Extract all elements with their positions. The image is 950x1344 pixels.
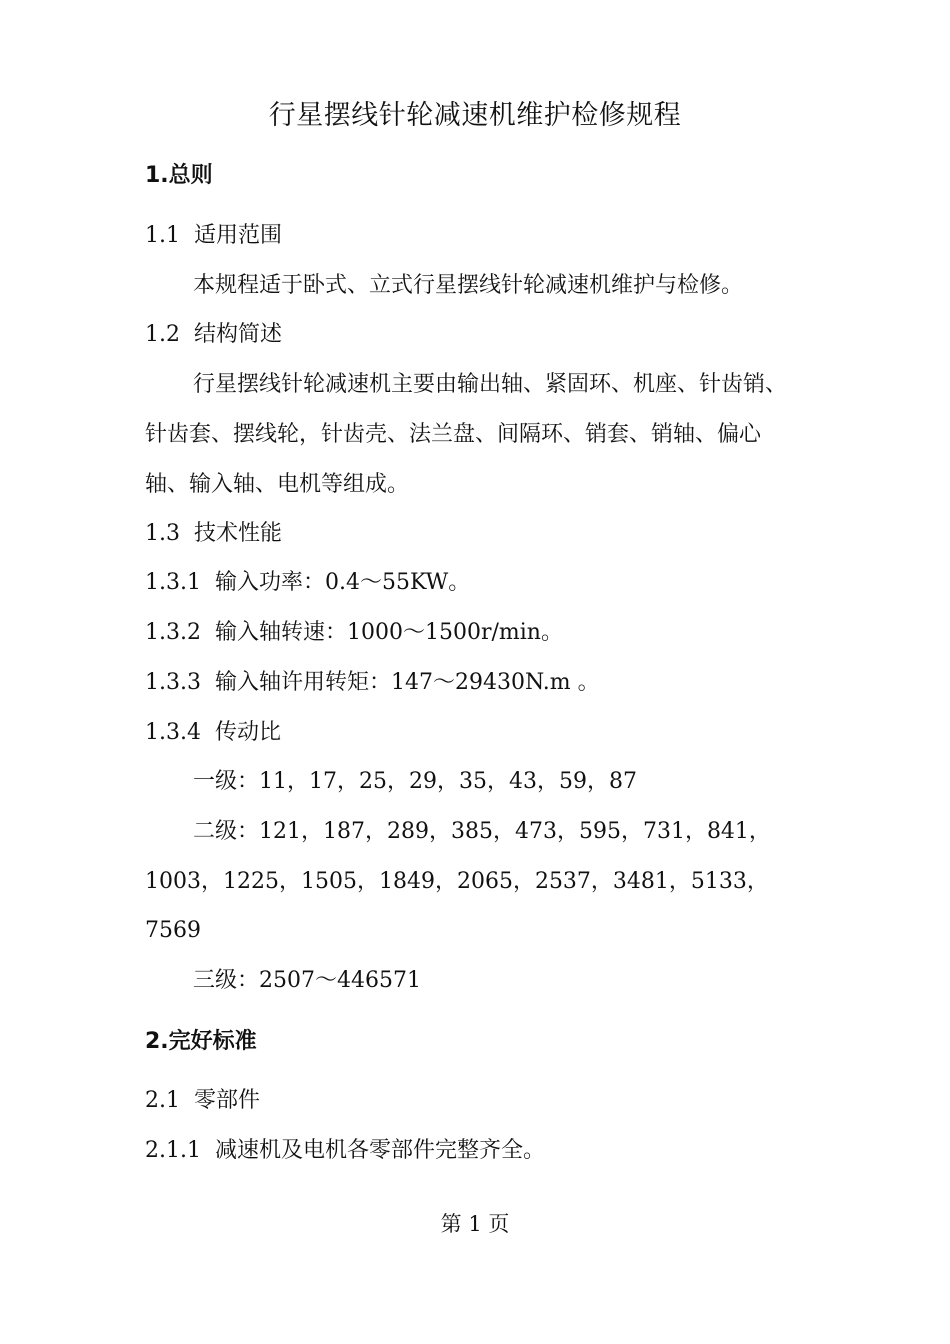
section-title: 适用范围 xyxy=(194,223,283,248)
section-2-1 xyxy=(145,1085,260,1117)
section-text: 输入功率：0.4～55KW。 xyxy=(214,570,471,595)
section-title: 零部件 xyxy=(194,1088,261,1113)
section-title: 结构简述 xyxy=(194,322,283,347)
section-1-1 xyxy=(145,220,282,252)
section-1-3-3 xyxy=(145,667,600,699)
ratio-level-2-line-3: 7569 xyxy=(145,918,201,943)
section-text: 输入轴转速：1000～1500r/min。 xyxy=(214,620,563,645)
paragraph-structure-line-3: 轴、输入轴、电机等组成。 xyxy=(145,472,410,497)
section-text: 输入轴许用转矩：147～29430N.m 。 xyxy=(214,670,600,695)
section-1-3 xyxy=(145,518,282,550)
section-1-3-2 xyxy=(145,617,563,649)
paragraph-structure-line-1: 行星摆线针轮减速机主要由输出轴、紧固环、机座、针齿销、 xyxy=(193,372,788,397)
section-title: 传动比 xyxy=(214,720,281,745)
ratio-level-2-line-2: 1003，1225，1505，1849，2065，2537，3481，5133， xyxy=(145,869,769,894)
section-number: 2.1 xyxy=(145,1088,180,1113)
section-1-3-4 xyxy=(145,717,281,749)
paragraph-structure-line-2: 针齿套、摆线轮，针齿壳、法兰盘、间隔环、销套、销轴、偏心 xyxy=(145,422,762,447)
paragraph-scope: 本规程适于卧式、立式行星摆线针轮减速机维护与检修。 xyxy=(193,273,744,298)
section-number: 1.3 xyxy=(145,521,180,546)
section-1-3-1 xyxy=(145,567,470,599)
section-2-heading: 2.完好标准 xyxy=(145,1029,257,1054)
section-1-2 xyxy=(145,319,282,351)
section-1-heading: 1.总则 xyxy=(145,163,213,188)
section-number: 1.3.2 xyxy=(145,620,201,645)
section-text: 减速机及电机各零部件完整齐全。 xyxy=(214,1138,545,1163)
section-number: 1.2 xyxy=(145,322,180,347)
section-number: 1.1 xyxy=(145,223,180,248)
section-number: 1.3.3 xyxy=(145,670,201,695)
page-footer: 第 1 页 xyxy=(440,1212,510,1236)
ratio-level-1: 一级：11，17，25，29，35，43，59，87 xyxy=(193,769,637,794)
section-2-1-1 xyxy=(145,1135,545,1167)
ratio-level-3: 三级：2507～446571 xyxy=(193,968,421,993)
section-number: 2.1.1 xyxy=(145,1138,201,1163)
ratio-level-2-line-1: 二级：121，187，289，385，473，595，731，841， xyxy=(193,819,771,844)
section-number: 1.3.1 xyxy=(145,570,201,595)
section-number: 1.3.4 xyxy=(145,720,201,745)
section-title: 技术性能 xyxy=(194,521,283,546)
document-title: 行星摆线针轮减速机维护检修规程 xyxy=(268,100,682,131)
